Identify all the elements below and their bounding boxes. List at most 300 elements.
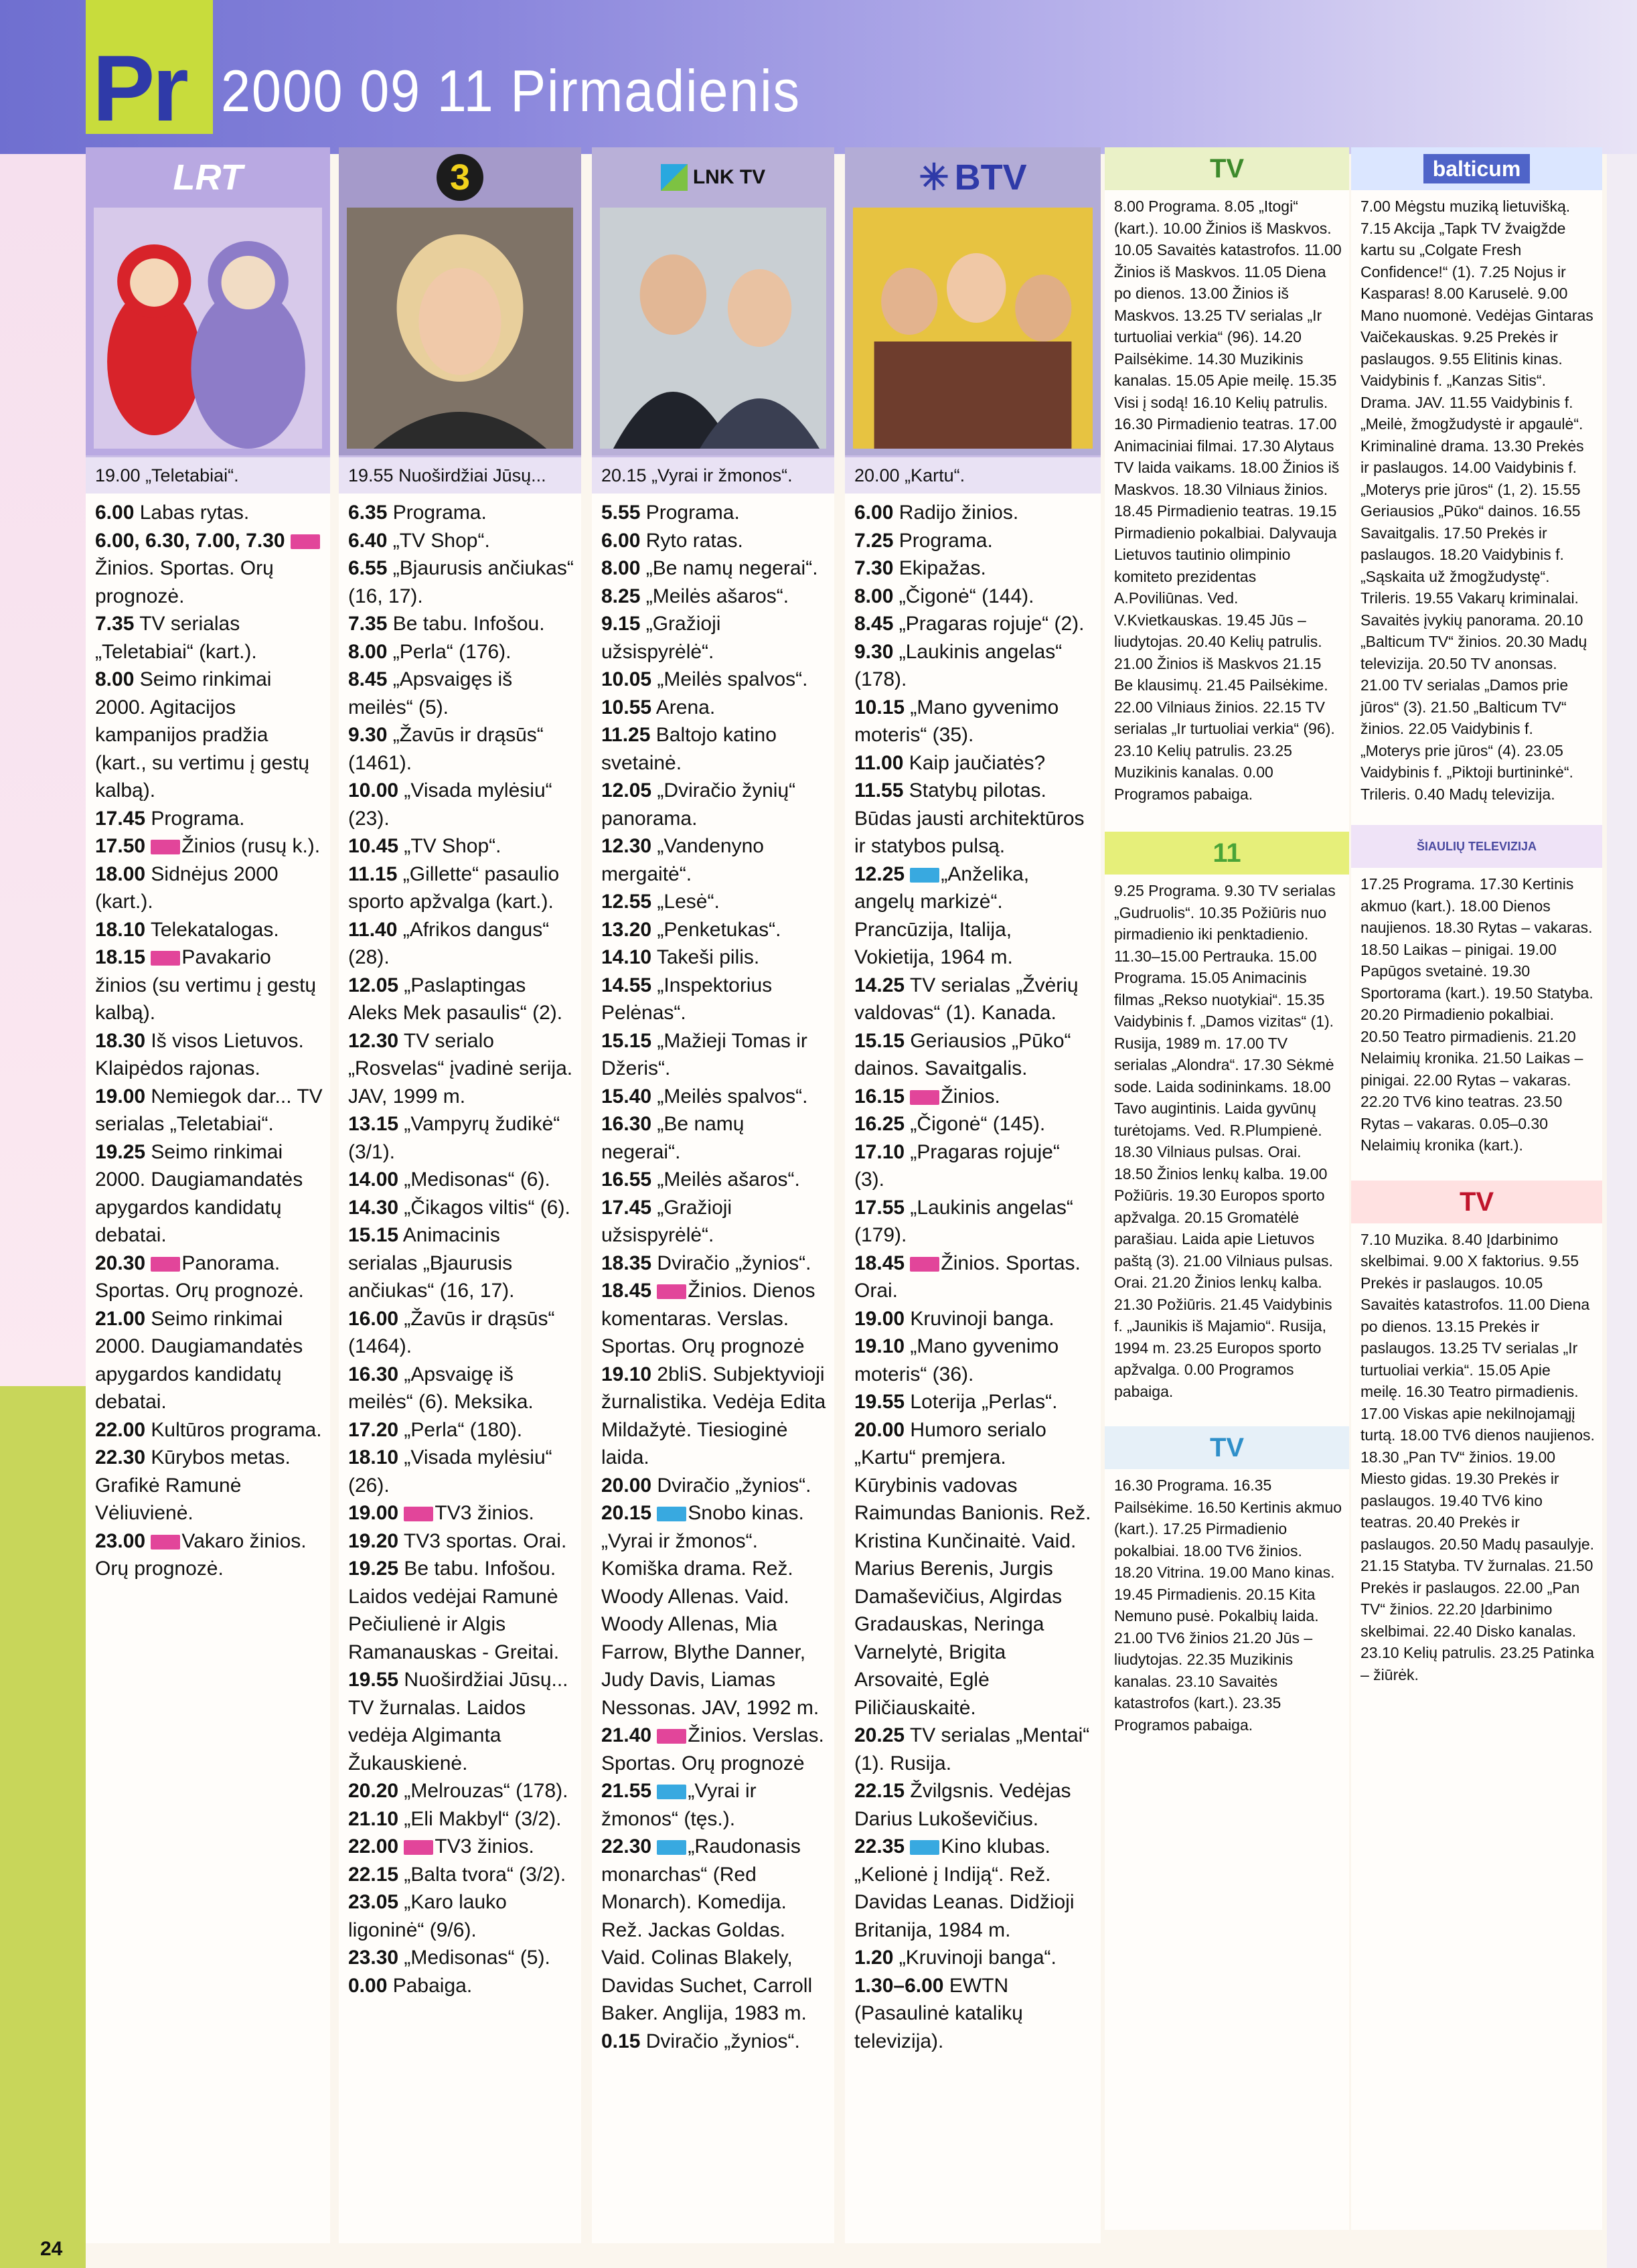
siauliu-logo bbox=[1351, 825, 1602, 868]
tv3-caption: 19.55 Nuoširdžiai Jūsų... bbox=[339, 455, 581, 494]
program-entry bbox=[348, 1777, 574, 1805]
program-time: 22.15 bbox=[854, 1780, 905, 1802]
program-time: 22.30 bbox=[95, 1446, 146, 1468]
program-time: 6.00, 6.30, 7.00, 7.30 bbox=[95, 529, 285, 552]
program-time: 6.35 bbox=[348, 502, 388, 524]
program-title: Nemiegok dar... TV serialas „Teletabiai“. bbox=[95, 1085, 323, 1135]
program-time: 19.55 bbox=[854, 1391, 905, 1413]
tv11-logo-text: 11 bbox=[1213, 838, 1241, 868]
program-entry bbox=[601, 1499, 828, 1722]
program-title: „Perla“ (180). bbox=[404, 1418, 523, 1441]
program-time: 21.55 bbox=[601, 1780, 652, 1802]
program-time: 15.15 bbox=[348, 1224, 399, 1246]
program-title: „Laukinis angelas“ (179). bbox=[854, 1196, 1073, 1246]
program-entry bbox=[95, 943, 323, 1027]
program-entry bbox=[601, 832, 828, 888]
program-time: 8.25 bbox=[601, 585, 641, 607]
program-entry bbox=[348, 832, 574, 860]
program-title: „Gražioji užsispyrėlė“. bbox=[601, 613, 721, 663]
balticum-logo bbox=[1351, 147, 1602, 190]
tv3-logo-text: 3 bbox=[437, 154, 483, 201]
program-time: 20.00 bbox=[601, 1474, 652, 1497]
btv-star-icon: ✳ bbox=[919, 157, 949, 198]
program-time: 17.50 bbox=[95, 835, 146, 857]
program-title: Dviračio „žynios“. bbox=[645, 2030, 800, 2052]
btv-logo bbox=[845, 147, 1101, 208]
lnk-logo-icon bbox=[661, 164, 688, 191]
program-title: „Mano gyvenimo moteris“ (35). bbox=[854, 696, 1059, 746]
program-entry bbox=[854, 1305, 1094, 1333]
program-entry bbox=[601, 666, 828, 694]
program-title: „Vyrai ir žmonos“ (tęs.). bbox=[601, 1780, 757, 1830]
program-time: 10.05 bbox=[601, 668, 652, 690]
column-header-tv3 bbox=[339, 147, 581, 455]
program-time: 16.55 bbox=[601, 1168, 652, 1191]
program-title: Loterija „Perlas“. bbox=[910, 1391, 1058, 1413]
program-entry bbox=[348, 1527, 574, 1556]
program-time: 8.00 bbox=[348, 640, 388, 663]
program-time: 23.05 bbox=[348, 1891, 399, 1913]
program-title: Snobo kinas. „Vyrai ir žmonos“. Komiška drama. Rež. Woody Allenas. Vaid. Woody Allenas, Mia Farrow, Blythe Danner, Judy Davis, Liamas Nessonas. JAV, 1992 m. bbox=[601, 1502, 820, 1719]
program-entry bbox=[601, 610, 828, 666]
program-entry bbox=[601, 777, 828, 832]
program-entry bbox=[95, 527, 323, 611]
program-title: „Karo lauko ligoninė“ (9/6). bbox=[348, 1891, 507, 1941]
program-title: „Balta tvora“ (3/2). bbox=[404, 1863, 566, 1886]
news-tag-icon bbox=[657, 1284, 686, 1299]
program-time: 12.55 bbox=[601, 891, 652, 913]
program-time: 11.15 bbox=[348, 862, 398, 885]
program-title: „Gillette“ pasaulio sporto apžvalga (kart.). bbox=[348, 862, 560, 913]
program-entry bbox=[95, 832, 323, 860]
left-margin-pink bbox=[0, 154, 86, 1386]
lrt-caption: 19.00 „Teletabiai“. bbox=[86, 455, 330, 494]
lrt-logo: LRT bbox=[173, 157, 243, 198]
program-title: Kūrybos metas. Grafikė Ramunė Vėliuvienė. bbox=[95, 1446, 291, 1524]
program-title: Žinios. Sportas. Orų prognozė. bbox=[95, 557, 274, 607]
news-tag-icon bbox=[291, 534, 320, 549]
program-title: „Inspektorius Pelėnas“. bbox=[601, 974, 773, 1024]
program-entry bbox=[348, 1499, 574, 1527]
program-time: 22.30 bbox=[601, 1835, 652, 1858]
program-entry bbox=[348, 1221, 574, 1305]
program-entry bbox=[348, 721, 574, 777]
program-entry bbox=[854, 1250, 1094, 1305]
program-entry bbox=[601, 583, 828, 611]
program-title: TV serialas „Mentai“ (1). Rusija. bbox=[854, 1724, 1090, 1774]
program-title: Dviračio „žynios“. bbox=[657, 1474, 811, 1497]
column-regional-b bbox=[1351, 147, 1602, 2230]
film-tag-icon bbox=[657, 1840, 686, 1855]
program-entry bbox=[95, 1444, 323, 1527]
program-entry bbox=[854, 1083, 1094, 1111]
program-entry bbox=[348, 554, 574, 610]
program-title: „Meilės ašaros“. bbox=[657, 1168, 800, 1191]
program-time: 7.30 bbox=[854, 557, 894, 579]
program-title: Baltojo katino svetainė. bbox=[601, 724, 777, 774]
lrt-listing bbox=[86, 494, 330, 1583]
pantv-logo bbox=[1351, 1181, 1602, 1223]
program-entry bbox=[348, 1888, 574, 1944]
program-time: 11.00 bbox=[854, 751, 904, 774]
program-title: „Pragaras rojuje“ (2). bbox=[899, 613, 1085, 635]
program-entry bbox=[95, 1416, 323, 1444]
program-title: TV3 žinios. bbox=[435, 1835, 534, 1858]
program-time: 22.00 bbox=[348, 1835, 399, 1858]
program-entry bbox=[854, 694, 1094, 749]
program-entry bbox=[95, 860, 323, 916]
program-time: 18.45 bbox=[854, 1252, 905, 1274]
program-time: 1.30–6.00 bbox=[854, 1974, 944, 1997]
program-title: Sidnėjus 2000 (kart.). bbox=[95, 862, 279, 913]
program-title: „TV Shop“. bbox=[392, 529, 490, 552]
program-title: Geriausios „Pūko“ dainos. Savaitgalis. bbox=[854, 1029, 1071, 1079]
program-time: 22.15 bbox=[348, 1863, 399, 1886]
program-time: 15.15 bbox=[854, 1029, 905, 1052]
btv-listing bbox=[845, 494, 1101, 2055]
day-code: Pr bbox=[92, 35, 186, 141]
program-title: „Melrouzas“ (178). bbox=[404, 1780, 568, 1802]
program-entry bbox=[348, 1194, 574, 1222]
program-title: „Žavūs ir drąsūs“ (1464). bbox=[348, 1307, 555, 1357]
program-time: 10.00 bbox=[348, 779, 399, 802]
program-time: 13.15 bbox=[348, 1113, 399, 1135]
program-time: 0.15 bbox=[601, 2030, 641, 2052]
program-time: 16.00 bbox=[348, 1307, 399, 1330]
program-time: 19.20 bbox=[348, 1529, 399, 1552]
program-title: Dviračio „žynios“. bbox=[657, 1252, 811, 1274]
page-number: 24 bbox=[40, 2238, 63, 2260]
program-time: 18.00 bbox=[95, 862, 146, 885]
siauliu-listing bbox=[1351, 868, 1602, 1156]
program-title: Žvilgsnis. Vedėjas Darius Lukoševičius. bbox=[854, 1780, 1071, 1830]
btv-logo-text: BTV bbox=[954, 157, 1027, 198]
program-title: Pavakario žinios (su vertimu į gestų kalbą). bbox=[95, 946, 317, 1024]
program-entry bbox=[601, 1361, 828, 1472]
program-entry bbox=[601, 916, 828, 944]
program-title: „Vampyrų žudikė“ (3/1). bbox=[348, 1113, 560, 1163]
program-title: „Be namų negerai“. bbox=[601, 1113, 745, 1163]
program-time: 19.10 bbox=[601, 1363, 652, 1385]
program-entry bbox=[601, 972, 828, 1027]
program-title: „Čigonė“ (144). bbox=[899, 585, 1034, 607]
program-entry bbox=[601, 1166, 828, 1194]
page-date: 2000 09 11 Pirmadienis bbox=[221, 58, 801, 124]
program-time: 6.00 bbox=[854, 502, 894, 524]
program-entry bbox=[601, 1472, 828, 1500]
program-title: Kaip jaučiatės? bbox=[909, 751, 1046, 774]
program-entry bbox=[601, 1083, 828, 1111]
tv11-schedule: 9.25 Programa. 9.30 TV serialas „Gudruolis“. 10.35 Požiūris nuo pirmadienio iki penktadienio. 11.30–15.00 Pertrauka. 15.00 Programa. 15.05 Animacinis filmas „Rekso nuotykiai“. 15.35 Vaidybinis f. „Damos vizitas“ (1). Rusija, 1989 m. 17.00 TV serialas „Alondra“. 17.30 Sėkmė sode. Laida sodininkams. 18.00 Tavo augintinis. Laida gyvūnų turėtojams. Ved. R.Plumpienė. 18.30 Vilniaus pulsas. Orai. 18.50 Žinios lenkų kalba. 19.00 Požiūris. 19.30 Europos sporto apžvalga. 20.15 Gromatėlė parašiau. Laida apie Lietuvos paštą (3). 21.00 Vilniaus pulsas. Orai. 21.20 Žinios lenkų kalba. 21.30 Požiūris. 21.45 Vaidybinis f. „Jaunikis iš Majamio“. Rusija, 1994 m. 23.25 Europos sporto apžvalga. 0.00 Programos pabaiga. bbox=[1114, 882, 1336, 1400]
program-time: 14.30 bbox=[348, 1196, 399, 1219]
program-time: 11.40 bbox=[348, 918, 398, 941]
program-entry bbox=[348, 1444, 574, 1499]
program-title: „Lesė“. bbox=[657, 891, 720, 913]
lnk-logo-text: LNK TV bbox=[692, 166, 766, 188]
program-title: Programa. bbox=[645, 502, 740, 524]
program-time: 17.20 bbox=[348, 1418, 399, 1441]
program-title: Pabaiga. bbox=[392, 1974, 473, 1997]
program-title: „Pragaras rojuje“ (3). bbox=[854, 1140, 1060, 1191]
balticum-listing bbox=[1351, 190, 1602, 805]
program-entry bbox=[601, 1110, 828, 1166]
news-tag-icon bbox=[404, 1507, 433, 1521]
program-time: 19.10 bbox=[854, 1335, 905, 1357]
program-entry bbox=[854, 1138, 1094, 1194]
program-entry bbox=[95, 610, 323, 666]
program-title: TV serialas „Žvėrių valdovas“ (1). Kanada. bbox=[854, 974, 1079, 1024]
siauliu-logo-text: ŠIAULIŲ TELEVIZIJA bbox=[1416, 840, 1537, 853]
program-title: „Gražioji užsispyrėlė“. bbox=[601, 1196, 732, 1246]
program-time: 8.00 bbox=[601, 557, 641, 579]
program-title: Be tabu. Infošou. Laidos vedėjai Ramunė Pečiulienė ir Algis Ramanauskas - Greitai. bbox=[348, 1558, 560, 1663]
lnk-logo bbox=[592, 147, 834, 208]
program-title: „Meilės spalvos“. bbox=[657, 668, 808, 690]
program-title: „Penketukas“. bbox=[657, 918, 781, 941]
program-title: TV serialo „Rosvelas“ įvadinė serija. JAV, 1999 m. bbox=[348, 1029, 573, 1108]
program-entry bbox=[348, 1027, 574, 1111]
program-title: Žinios (rusų k.). bbox=[181, 835, 321, 857]
program-time: 19.00 bbox=[854, 1307, 905, 1330]
program-entry bbox=[601, 554, 828, 583]
program-entry bbox=[601, 2028, 828, 2056]
program-time: 13.20 bbox=[601, 918, 652, 941]
program-time: 0.00 bbox=[348, 1974, 388, 1997]
program-title: Arena. bbox=[655, 696, 716, 719]
column-header-lrt bbox=[86, 147, 330, 455]
film-tag-icon bbox=[910, 868, 939, 883]
program-entry bbox=[601, 721, 828, 777]
tv11-logo bbox=[1105, 832, 1349, 875]
program-entry bbox=[854, 1777, 1094, 1833]
program-title: TV3 sportas. Orai. bbox=[403, 1529, 567, 1552]
program-title: „Meilės spalvos“. bbox=[657, 1085, 808, 1108]
program-time: 20.30 bbox=[95, 1252, 146, 1274]
program-entry bbox=[95, 1083, 323, 1138]
program-entry bbox=[95, 1250, 323, 1305]
program-time: 18.30 bbox=[95, 1029, 146, 1052]
program-time: 14.55 bbox=[601, 974, 652, 996]
program-time: 14.00 bbox=[348, 1168, 399, 1191]
program-title: TV serialas „Teletabiai“ (kart.). bbox=[95, 613, 257, 663]
program-entry bbox=[95, 1138, 323, 1250]
tele-tv-logo-text: TV bbox=[1209, 154, 1245, 183]
artv-listing bbox=[1105, 1469, 1349, 1736]
program-title: Statybų pilotas. Būdas jausti architektūros ir statybos pulsą. bbox=[854, 779, 1085, 857]
program-time: 21.00 bbox=[95, 1307, 146, 1330]
program-time: 18.10 bbox=[348, 1446, 399, 1468]
program-title: Kultūros programa. bbox=[151, 1418, 322, 1441]
program-time: 18.35 bbox=[601, 1252, 652, 1274]
news-tag-icon bbox=[657, 1729, 686, 1744]
program-title: „Visada mylėsiu“ (23). bbox=[348, 779, 552, 830]
program-title: Humoro serialo „Kartu“ premjera. Kūrybinis vadovas Raimundas Banionis. Rež. Kristina Kunčinaitė. Vaid. Marius Berenis, Jurgis Damaševičius, Algirdas Gradauskas, Neringa Varnelytė, Brigita Arsovaitė, Eglė Piličiauskaitė. bbox=[854, 1418, 1091, 1719]
program-time: 19.00 bbox=[348, 1502, 399, 1524]
program-time: 20.00 bbox=[854, 1418, 905, 1441]
program-title: „Čikagos viltis“ (6). bbox=[404, 1196, 570, 1219]
program-title: „Eli Makbyl“ (3/2). bbox=[404, 1807, 562, 1830]
program-entry bbox=[854, 860, 1094, 972]
program-entry bbox=[348, 638, 574, 666]
program-title: Žinios. Sportas. Orai. bbox=[854, 1252, 1081, 1302]
program-title: Programa. bbox=[392, 502, 487, 524]
program-title: „Apsvaigę iš meilės“ (6). Meksika. bbox=[348, 1363, 534, 1413]
program-time: 5.55 bbox=[601, 502, 641, 524]
program-time: 21.40 bbox=[601, 1724, 652, 1746]
program-title: „Be namų negerai“. bbox=[645, 557, 818, 579]
program-entry bbox=[348, 527, 574, 555]
program-time: 12.25 bbox=[854, 862, 905, 885]
program-title: Seimo rinkimai 2000. Agitacijos kampanijos pradžia (kart., su vertimu į gestų kalbą). bbox=[95, 668, 310, 802]
program-time: 18.45 bbox=[601, 1280, 652, 1302]
program-time: 8.45 bbox=[348, 668, 388, 690]
program-title: „TV Shop“. bbox=[404, 835, 501, 857]
program-time: 8.45 bbox=[854, 613, 894, 635]
program-time: 22.00 bbox=[95, 1418, 146, 1441]
program-time: 11.55 bbox=[854, 779, 904, 802]
program-entry bbox=[854, 1972, 1094, 2056]
siauliu-schedule: 17.25 Programa. 17.30 Kertinis akmuo (kart.). 18.00 Dienos naujienos. 18.30 Rytas – vakaras. 18.50 Laikas – pinigai. 19.00 Papūgos svetainė. 19.30 Sportorama (kart.). 19.50 Statyba. 20.20 Pirmadienio pokalbiai. 20.50 Teatro pirmadienis. 21.20 Nelaimių kronika. 21.50 Laikas – pinigai. 22.00 Rytas – vakaras. 22.20 TV6 kino teatras. 23.50 Rytas – vakaras. 0.05–0.30 Nelaimių kronika (kart.). bbox=[1360, 875, 1593, 1154]
program-time: 17.55 bbox=[854, 1196, 905, 1219]
program-title: „Kruvinoji banga“. bbox=[899, 1947, 1057, 1969]
program-title: „Perla“ (176). bbox=[392, 640, 512, 663]
program-title: Iš visos Lietuvos. Klaipėdos rajonas. bbox=[95, 1029, 304, 1079]
balticum-schedule: 7.00 Mėgstu muziką lietuvišką. 7.15 Akcija „Tapk TV žvaigžde kartu su „Colgate Fresh Confidence!“ (1). 7.25 Nojus ir Kasparas! 8.00 Karuselė. 9.00 Mano nuomonė. Vedėjas Gintaras Vaičekauskas. 9.25 Prekės ir paslaugos. 9.55 Elitinis kinas. Vaidybinis f. „Kanzas Sitis“. Drama. JAV. 11.55 Vaidybinis f. „Meilė, žmogžudystė ir apgaulė“. Kriminalinė drama. 13.30 Prekės ir paslaugos. 14.00 Vaidybinis f. „Moterys prie jūros“ (1, 2). 15.55 Geriausios „Pūko“ dainos. 16.55 Savaitgalis. 17.50 Prekės ir paslaugos. 18.20 Vaidybinis f. „Sąskaita už žmogžudystę“. Trileris. 19.55 Vakarų kriminalai. Savaitės įvykių panorama. 20.10 „Balticum TV“ žinios. 20.30 Madų televizija. 20.50 TV anonsas. 21.00 TV serialas „Damos prie jūros“ (3). 21.50 „Balticum TV“ žinios. 22.05 Vaidybinis f. „Moterys prie jūros“ (4). 23.05 Vaidybinis f. „Piktoji burtininkė“. Trileris. 0.40 Madų televizija. bbox=[1360, 198, 1593, 803]
program-entry bbox=[348, 1944, 574, 1972]
program-entry bbox=[601, 694, 828, 722]
program-time: 18.10 bbox=[95, 918, 146, 941]
right-margin bbox=[1607, 154, 1637, 2268]
program-entry bbox=[348, 1861, 574, 1889]
program-entry bbox=[854, 777, 1094, 860]
program-title: 2bliS. Subjektyvioji žurnalistika. Vedėja Edita Mildažytė. Tiesioginė laida. bbox=[601, 1363, 826, 1468]
program-entry bbox=[601, 888, 828, 916]
program-time: 9.30 bbox=[854, 640, 894, 663]
program-time: 7.25 bbox=[854, 529, 894, 552]
program-title: Vakaro žinios. Orų prognozė. bbox=[95, 1529, 307, 1580]
program-entry bbox=[348, 1666, 574, 1777]
program-time: 20.15 bbox=[601, 1502, 652, 1524]
program-title: Be tabu. Infošou. bbox=[392, 613, 545, 635]
program-title: Labas rytas. bbox=[139, 502, 250, 524]
column-lnk bbox=[592, 147, 834, 2243]
program-time: 12.05 bbox=[601, 779, 652, 802]
program-entry bbox=[854, 749, 1094, 777]
program-title: TV3 žinios. bbox=[435, 1502, 534, 1524]
tele-tv-listing bbox=[1105, 190, 1349, 805]
program-entry bbox=[348, 1555, 574, 1666]
program-entry bbox=[348, 1972, 574, 2000]
news-tag-icon bbox=[151, 840, 180, 854]
program-entry bbox=[95, 499, 323, 527]
program-title: Ekipažas. bbox=[899, 557, 986, 579]
program-title: „Apsvaigęs iš meilės“ (5). bbox=[348, 668, 513, 719]
program-time: 6.40 bbox=[348, 529, 388, 552]
program-title: EWTN (Pasaulinė katalikų televizija). bbox=[854, 1974, 1023, 2052]
program-entry bbox=[854, 499, 1094, 527]
program-title: Kruvinoji banga. bbox=[910, 1307, 1055, 1330]
program-time: 12.30 bbox=[601, 835, 652, 857]
program-time: 20.20 bbox=[348, 1780, 399, 1802]
program-time: 17.45 bbox=[601, 1196, 652, 1219]
artv-logo-text: TV bbox=[1209, 1433, 1245, 1462]
program-title: „Afrikos dangus“ (28). bbox=[348, 918, 550, 968]
lnk-photo bbox=[600, 208, 826, 449]
program-time: 12.30 bbox=[348, 1029, 399, 1052]
program-entry bbox=[854, 1416, 1094, 1722]
program-entry bbox=[348, 916, 574, 972]
program-entry bbox=[95, 805, 323, 833]
tele-tv-logo bbox=[1105, 147, 1349, 190]
program-title: „Medisonas“ (5). bbox=[404, 1947, 550, 1969]
program-entry bbox=[348, 499, 574, 527]
program-time: 8.00 bbox=[95, 668, 135, 690]
program-title: Telekatalogas. bbox=[150, 918, 279, 941]
program-time: 10.15 bbox=[854, 696, 905, 719]
program-time: 6.00 bbox=[95, 502, 135, 524]
program-time: 10.45 bbox=[348, 835, 399, 857]
program-time: 19.55 bbox=[348, 1669, 399, 1691]
program-time: 15.15 bbox=[601, 1029, 652, 1052]
program-entry bbox=[854, 1944, 1094, 1972]
column-header-btv bbox=[845, 147, 1101, 455]
tv3-photo bbox=[347, 208, 573, 449]
program-title: Animacinis serialas „Bjaurusis ančiukas“ (16, 17). bbox=[348, 1224, 515, 1302]
program-entry bbox=[348, 666, 574, 721]
program-title: „Meilės ašaros“. bbox=[645, 585, 789, 607]
program-entry bbox=[854, 1388, 1094, 1416]
program-time: 16.25 bbox=[854, 1113, 905, 1135]
program-entry bbox=[854, 1194, 1094, 1250]
artv-logo bbox=[1105, 1426, 1349, 1469]
program-time: 12.05 bbox=[348, 974, 399, 996]
program-time: 14.25 bbox=[854, 974, 905, 996]
news-tag-icon bbox=[910, 1090, 939, 1105]
tv3-listing bbox=[339, 494, 581, 1999]
program-entry bbox=[601, 1277, 828, 1361]
program-entry bbox=[601, 1833, 828, 2028]
film-tag-icon bbox=[657, 1785, 686, 1799]
program-title: „Raudonasis monarchas“ (Red Monarch). Komedija. Rež. Jackas Goldas. Vaid. Colinas Blakely, Davidas Suchet, Carroll Baker. Anglija, 1983 m. bbox=[601, 1835, 813, 2024]
program-title: „Dviračio žynių“ panorama. bbox=[601, 779, 796, 830]
program-entry bbox=[854, 1833, 1094, 1944]
program-title: „Mažieji Tomas ir Džeris“. bbox=[601, 1029, 807, 1079]
program-title: Žinios. Verslas. Sportas. Orų prognozė bbox=[601, 1724, 824, 1774]
program-entry bbox=[854, 610, 1094, 638]
btv-photo bbox=[853, 208, 1093, 449]
lrt-photo bbox=[94, 208, 322, 449]
news-tag-icon bbox=[151, 1535, 180, 1549]
pantv-listing bbox=[1351, 1223, 1602, 1686]
tv11-listing bbox=[1105, 875, 1349, 1402]
program-title: Ryto ratas. bbox=[645, 529, 743, 552]
program-time: 16.30 bbox=[601, 1113, 652, 1135]
program-time: 9.30 bbox=[348, 724, 388, 746]
column-btv bbox=[845, 147, 1101, 2243]
program-time: 7.35 bbox=[348, 613, 388, 635]
program-entry bbox=[854, 972, 1094, 1027]
lnk-listing bbox=[592, 494, 834, 2055]
program-entry bbox=[601, 1777, 828, 1833]
program-time: 6.55 bbox=[348, 557, 388, 579]
program-time: 16.15 bbox=[854, 1085, 905, 1108]
program-time: 6.00 bbox=[601, 529, 641, 552]
program-entry bbox=[601, 943, 828, 972]
program-time: 23.00 bbox=[95, 1529, 146, 1552]
program-time: 14.10 bbox=[601, 946, 652, 968]
program-entry bbox=[95, 666, 323, 805]
program-entry bbox=[348, 972, 574, 1027]
